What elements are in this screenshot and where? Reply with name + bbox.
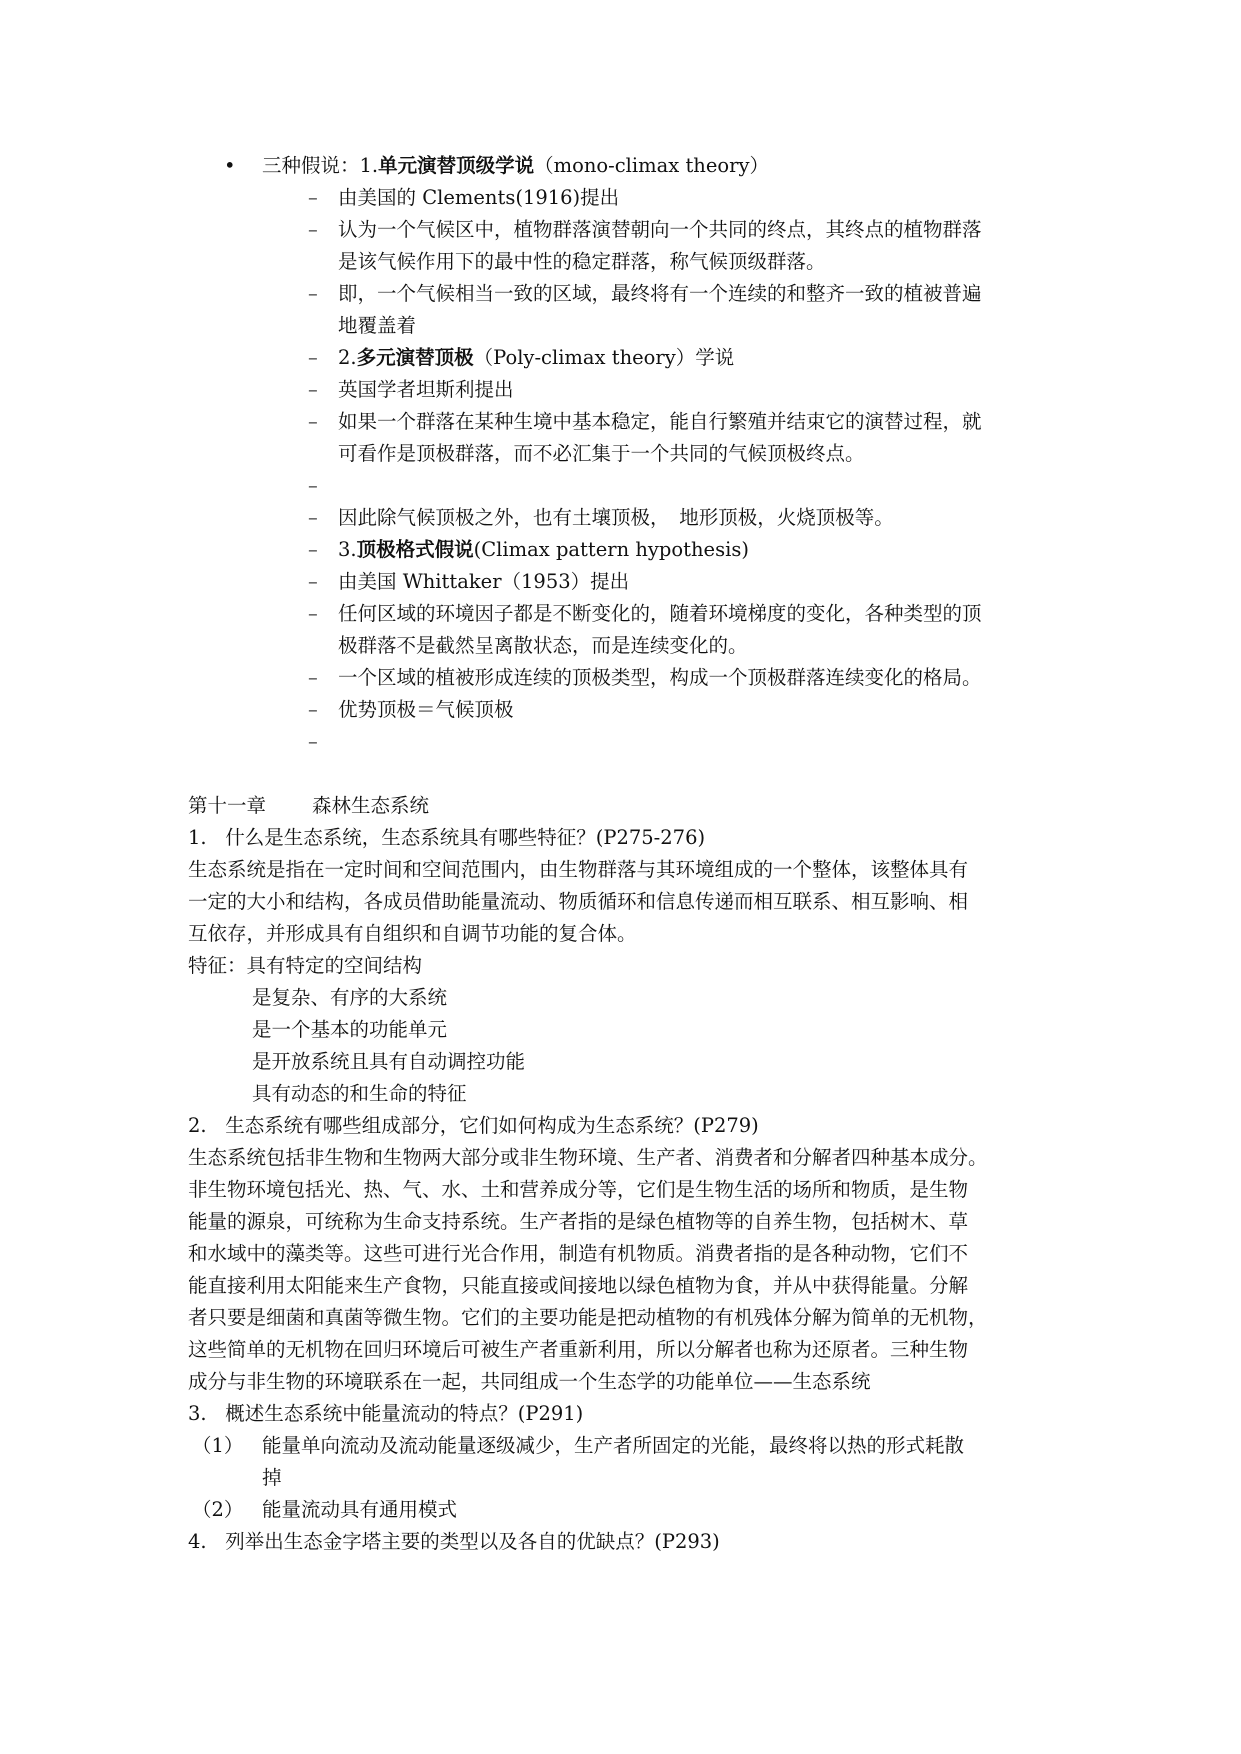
feature-item: 是复杂、有序的大系统	[252, 986, 448, 1009]
bullet-marker: •	[224, 154, 236, 177]
question-2	[188, 1113, 759, 1139]
answer-line: 者只要是细菌和真菌等微生物。它们的主要功能是把动植物的有机残体分解为简单的无机物，	[188, 1306, 988, 1329]
pattern-num: 3.	[338, 538, 357, 561]
poly-num: 2.	[338, 346, 357, 369]
feature-item: 是一个基本的功能单元	[252, 1018, 448, 1041]
list-item: 优势顶极＝气候顶极	[338, 698, 514, 721]
dash-marker: –	[308, 218, 318, 241]
point-label: （1）	[192, 1434, 244, 1457]
list-item-continued: 可看作是顶极群落，而不必汇集于一个共同的气候顶极终点。	[338, 442, 865, 465]
answer-line: 一定的大小和结构，各成员借助能量流动、物质循环和信息传递而相互联系、相互影响、相	[188, 890, 969, 913]
dash-marker: –	[308, 506, 318, 529]
point-text-continued: 掉	[262, 1466, 282, 1489]
dash-marker: –	[308, 282, 318, 305]
dash-marker: –	[308, 698, 318, 721]
dash-marker: –	[308, 570, 318, 593]
pattern-title: 顶极格式假说	[356, 538, 474, 561]
q3-num: 3.	[188, 1402, 207, 1425]
list-item-continued: 是该气候作用下的最中性的稳定群落，称气候顶级群落。	[338, 250, 826, 273]
poly-climax-heading	[338, 345, 734, 371]
feature-item: 是开放系统且具有自动调控功能	[252, 1050, 526, 1073]
climax-pattern-heading	[338, 537, 749, 563]
answer-line: 和水域中的藻类等。这些可进行光合作用，制造有机物质。消费者指的是各种动物，它们不	[188, 1242, 969, 1265]
chapter-title: 森林生态系统	[312, 794, 430, 817]
dash-marker: –	[308, 538, 318, 561]
q2-num: 2.	[188, 1114, 207, 1137]
feature-item: 具有动态的和生命的特征	[252, 1082, 467, 1105]
q2-text: 生态系统有哪些组成部分，它们如何构成为生态系统？(P279)	[225, 1114, 759, 1137]
q1-text: 什么是生态系统，生态系统具有哪些特征？(P275-276)	[225, 826, 706, 849]
poly-title: 多元演替顶极	[356, 346, 474, 369]
features-label: 特征：	[188, 954, 247, 977]
answer-line: 能量的源泉，可统称为生命支持系统。生产者指的是绿色植物等的自养生物，包括树木、草	[188, 1210, 969, 1233]
list-item: 任何区域的环境因子都是不断变化的，随着环境梯度的变化，各种类型的顶	[338, 602, 982, 625]
answer-line: 这些简单的无机物在回归环境后可被生产者重新利用，所以分解者也称为还原者。三种生物	[188, 1338, 969, 1361]
list-item: 因此除气候顶极之外，也有土壤顶极， 地形顶极，火烧顶极等。	[338, 506, 894, 529]
dash-marker: –	[308, 474, 318, 497]
mono-climax-paren: （mono-climax theory）	[534, 154, 769, 177]
question-3	[188, 1401, 583, 1427]
list-item: 由美国的 Clements(1916)提出	[338, 186, 620, 209]
answer-line: 非生物环境包括光、热、气、水、土和营养成分等，它们是生物生活的场所和物质，是生物	[188, 1178, 969, 1201]
list-item-continued: 地覆盖着	[338, 314, 417, 337]
dash-marker: –	[308, 410, 318, 433]
list-item-continued: 极群落不是截然呈离散状态，而是连续变化的。	[338, 634, 748, 657]
theories-heading	[262, 153, 769, 179]
dash-marker: –	[308, 346, 318, 369]
poly-rest: （Poly-climax theory）学说	[473, 346, 735, 369]
mono-climax-title: 单元演替顶级学说	[378, 154, 535, 177]
features-line	[188, 953, 422, 979]
dash-marker: –	[308, 602, 318, 625]
dash-marker: –	[308, 186, 318, 209]
question-1	[188, 825, 705, 851]
list-item: 如果一个群落在某种生境中基本稳定，能自行繁殖并结束它的演替过程，就	[338, 410, 982, 433]
chapter-label: 第十一章	[188, 794, 267, 817]
dash-marker: –	[308, 730, 318, 753]
answer-line: 成分与非生物的环境联系在一起，共同组成一个生态学的功能单位——生态系统	[188, 1370, 871, 1393]
list-item: 认为一个气候区中，植物群落演替朝向一个共同的终点，其终点的植物群落	[338, 218, 982, 241]
dash-marker: –	[308, 666, 318, 689]
list-item: 一个区域的植被形成连续的顶极类型，构成一个顶极群落连续变化的格局。	[338, 666, 982, 689]
answer-line: 生态系统是指在一定时间和空间范围内，由生物群落与其环境组成的一个整体，该整体具有	[188, 858, 969, 881]
pattern-rest: (Climax pattern hypothesis)	[473, 538, 749, 561]
answer-line: 互依存，并形成具有自组织和自调节功能的复合体。	[188, 922, 637, 945]
q4-num: 4.	[188, 1530, 207, 1553]
q1-num: 1.	[188, 826, 207, 849]
list-item: 由美国 Whittaker（1953）提出	[338, 570, 630, 593]
q4-text: 列举出生态金字塔主要的类型以及各自的优缺点？(P293)	[225, 1530, 720, 1553]
theories-intro: 三种假说：1.	[262, 154, 379, 177]
answer-line: 生态系统包括非生物和生物两大部分或非生物环境、生产者、消费者和分解者四种基本成分。	[188, 1146, 988, 1169]
list-item: 英国学者坦斯利提出	[338, 378, 514, 401]
point-text: 能量单向流动及流动能量逐级减少，生产者所固定的光能，最终将以热的形式耗散	[262, 1434, 965, 1457]
question-4	[188, 1529, 720, 1555]
dash-marker: –	[308, 378, 318, 401]
feature-item: 具有特定的空间结构	[246, 954, 423, 977]
point-label: （2）	[192, 1498, 244, 1521]
point-text: 能量流动具有通用模式	[262, 1498, 458, 1521]
q3-text: 概述生态系统中能量流动的特点？(P291)	[225, 1402, 584, 1425]
chapter-heading	[188, 793, 429, 819]
answer-line: 能直接利用太阳能来生产食物，只能直接或间接地以绿色植物为食，并从中获得能量。分解	[188, 1274, 969, 1297]
list-item: 即，一个气候相当一致的区域，最终将有一个连续的和整齐一致的植被普遍	[338, 282, 982, 305]
